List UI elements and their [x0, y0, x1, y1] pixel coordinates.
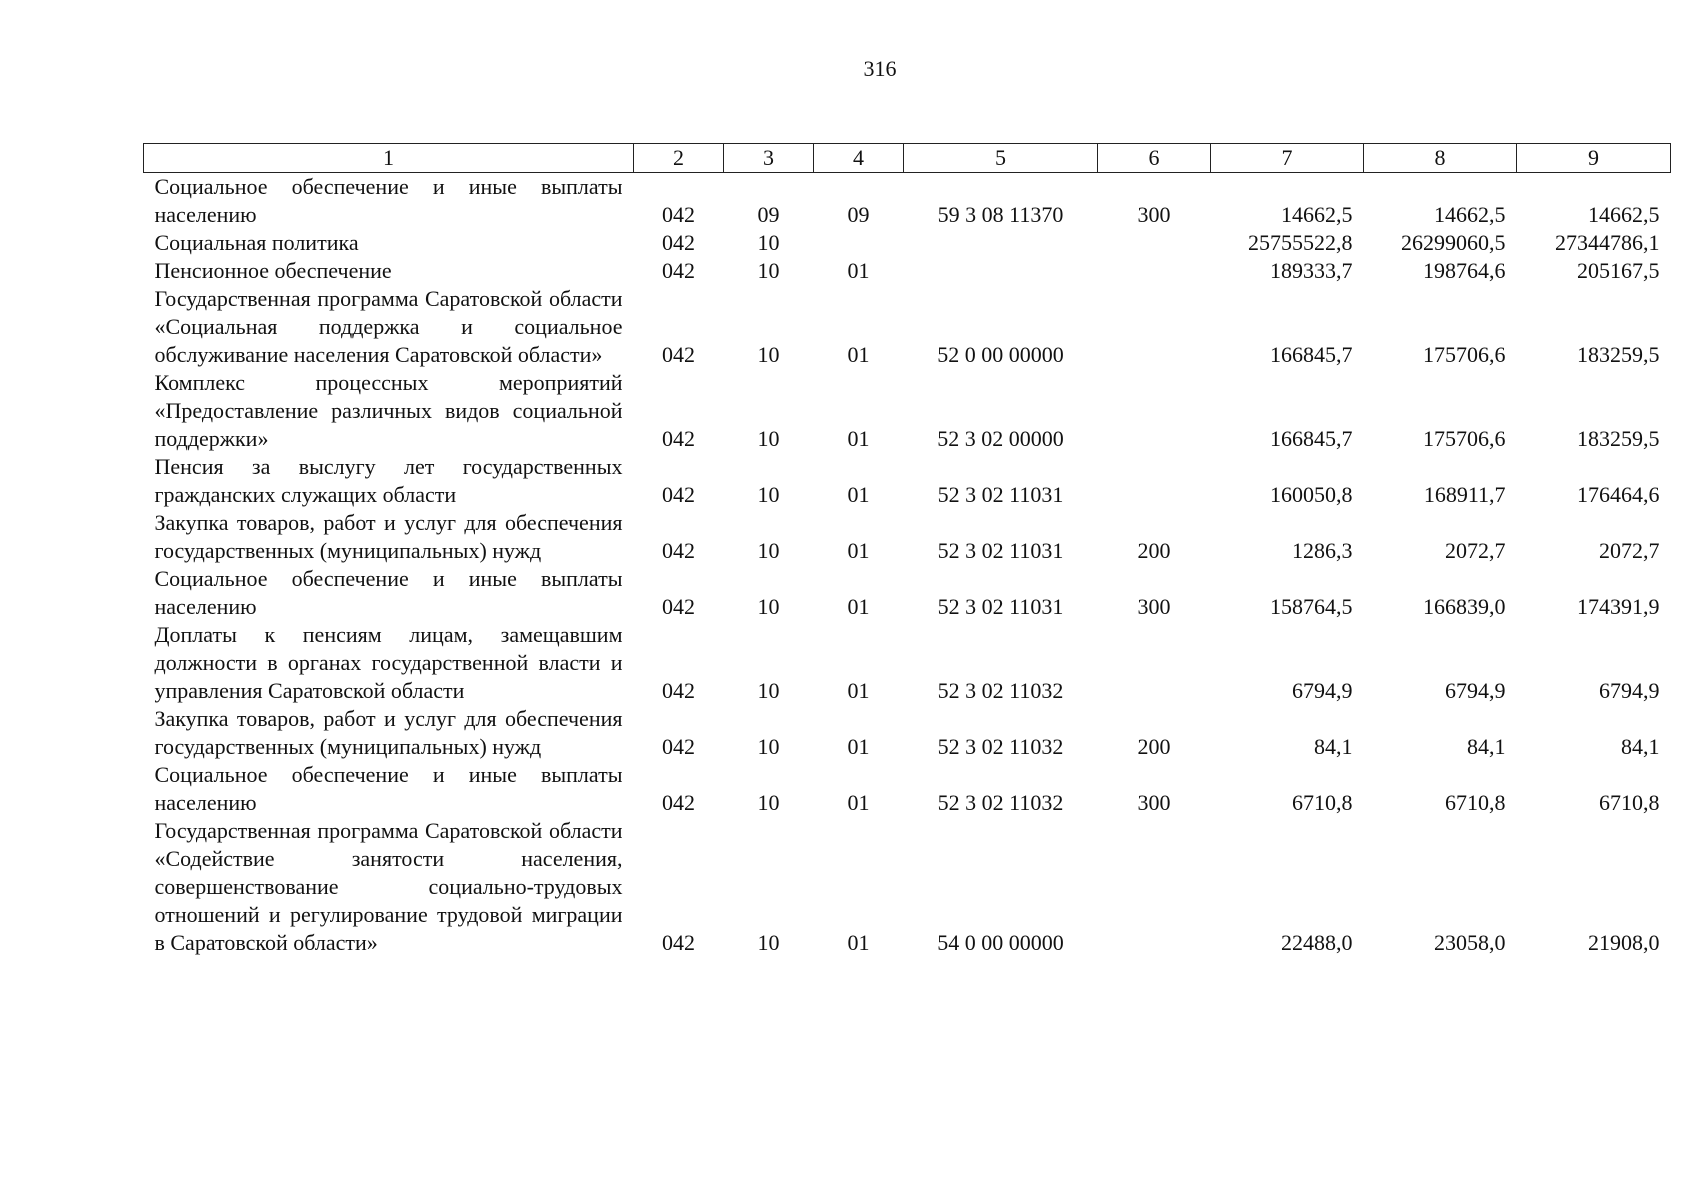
- row-amount-cell: 205167,5: [1577, 258, 1660, 283]
- table-row: [144, 817, 1671, 957]
- row-amount-cell: 166845,7: [1270, 342, 1353, 367]
- row-code-cell: 10: [757, 482, 780, 507]
- row-code-cell: 042: [662, 594, 695, 619]
- row-amount-cell: 176464,6: [1577, 482, 1660, 507]
- row-code-cell: 10: [757, 230, 780, 255]
- row-code-cell: 042: [662, 342, 695, 367]
- table-row: [144, 173, 1671, 230]
- row-code-cell: 52 0 00 00000: [937, 342, 1064, 367]
- row-code-cell: 042: [662, 790, 695, 815]
- table-row: [144, 761, 1671, 817]
- row-code-cell: 10: [757, 678, 780, 703]
- row-code-cell: 01: [847, 538, 870, 563]
- row-amount-cell: 6710,8: [1445, 790, 1506, 815]
- row-code-cell: 01: [847, 790, 870, 815]
- row-code-cell: 042: [662, 678, 695, 703]
- row-amount-cell: 84,1: [1314, 734, 1353, 759]
- row-code-cell: [904, 257, 1098, 285]
- row-code-cell: 01: [847, 930, 870, 955]
- row-code-cell: 52 3 02 11032: [937, 790, 1064, 815]
- row-code-cell: 10: [757, 342, 780, 367]
- row-code-cell: 10: [757, 594, 780, 619]
- row-amount-cell: 160050,8: [1270, 482, 1353, 507]
- table-row: [144, 509, 1671, 565]
- row-code-cell: 042: [662, 202, 695, 227]
- row-code-cell: [904, 229, 1098, 257]
- row-code-cell: [1098, 817, 1211, 957]
- row-code-cell: 042: [662, 426, 695, 451]
- row-code-cell: [1098, 257, 1211, 285]
- row-code-cell: 52 3 02 11031: [937, 538, 1064, 563]
- row-code-cell: 10: [757, 930, 780, 955]
- row-amount-cell: 23058,0: [1434, 930, 1506, 955]
- row-amount-cell: 2072,7: [1445, 538, 1506, 563]
- row-amount-cell: 189333,7: [1270, 258, 1353, 283]
- row-code-cell: 52 3 02 11032: [937, 734, 1064, 759]
- row-name-cell: Пенсия за выслугу лет государственных гражданских служащих области: [154, 454, 623, 507]
- row-code-cell: 01: [847, 594, 870, 619]
- row-amount-cell: 22488,0: [1281, 930, 1353, 955]
- table-header-row: [144, 144, 1671, 173]
- column-header: 4: [814, 144, 904, 173]
- row-name-cell: Социальная политика: [154, 230, 359, 255]
- row-amount-cell: 84,1: [1621, 734, 1660, 759]
- row-amount-cell: 166845,7: [1270, 426, 1353, 451]
- row-code-cell: 042: [662, 734, 695, 759]
- row-code-cell: 200: [1137, 538, 1171, 563]
- page-number: 316: [863, 56, 897, 81]
- row-code-cell: 10: [757, 538, 780, 563]
- row-amount-cell: 14662,5: [1588, 202, 1660, 227]
- row-code-cell: 01: [847, 342, 870, 367]
- row-code-cell: 042: [662, 538, 695, 563]
- row-name-cell: Комплекс процессных мероприятий «Предоставление различных видов социальной поддержки»: [154, 370, 623, 451]
- budget-table: [143, 143, 1671, 957]
- row-name-cell: Социальное обеспечение и иные выплаты населению: [154, 174, 623, 227]
- table-row: [144, 257, 1671, 285]
- row-amount-cell: 198764,6: [1423, 258, 1506, 283]
- row-amount-cell: 26299060,5: [1401, 230, 1506, 255]
- row-amount-cell: 1286,3: [1292, 538, 1353, 563]
- row-name-cell: Доплаты к пенсиям лицам, замещавшим должности в органах государственной власти и управления Саратовской области: [154, 622, 623, 703]
- row-code-cell: [1098, 453, 1211, 509]
- row-amount-cell: 183259,5: [1577, 426, 1660, 451]
- row-code-cell: 01: [847, 258, 870, 283]
- row-code-cell: 52 3 02 11031: [937, 594, 1064, 619]
- row-code-cell: 01: [847, 734, 870, 759]
- row-amount-cell: 84,1: [1467, 734, 1506, 759]
- row-amount-cell: 27344786,1: [1555, 230, 1660, 255]
- row-name-cell: Социальное обеспечение и иные выплаты населению: [154, 762, 623, 815]
- row-amount-cell: 25755522,8: [1248, 230, 1353, 255]
- table-row: [144, 369, 1671, 453]
- row-amount-cell: 6794,9: [1445, 678, 1506, 703]
- row-code-cell: 59 3 08 11370: [937, 202, 1064, 227]
- row-code-cell: 042: [662, 230, 695, 255]
- row-name-cell: Социальное обеспечение и иные выплаты населению: [154, 566, 623, 619]
- column-header: 5: [904, 144, 1098, 173]
- table-row: [144, 705, 1671, 761]
- row-amount-cell: 14662,5: [1281, 202, 1353, 227]
- table-row: [144, 621, 1671, 705]
- row-code-cell: 10: [757, 734, 780, 759]
- row-code-cell: 01: [847, 482, 870, 507]
- row-code-cell: 54 0 00 00000: [937, 930, 1064, 955]
- row-code-cell: 10: [757, 426, 780, 451]
- column-header: 6: [1098, 144, 1211, 173]
- column-header: 8: [1364, 144, 1517, 173]
- row-code-cell: 300: [1137, 790, 1171, 815]
- column-header: 9: [1517, 144, 1671, 173]
- row-code-cell: 01: [847, 426, 870, 451]
- row-name-cell: Закупка товаров, работ и услуг для обеспечения государственных (муниципальных) нужд: [154, 706, 623, 759]
- row-amount-cell: 6710,8: [1599, 790, 1660, 815]
- row-code-cell: 09: [757, 202, 780, 227]
- row-amount-cell: 6710,8: [1292, 790, 1353, 815]
- column-header: 2: [634, 144, 724, 173]
- row-code-cell: [814, 229, 904, 257]
- table-row: [144, 229, 1671, 257]
- row-code-cell: [1098, 621, 1211, 705]
- table-row: [144, 285, 1671, 369]
- table-row: [144, 565, 1671, 621]
- row-code-cell: 042: [662, 930, 695, 955]
- row-amount-cell: 14662,5: [1434, 202, 1506, 227]
- row-code-cell: 52 3 02 00000: [937, 426, 1064, 451]
- table-body: [144, 173, 1671, 958]
- row-code-cell: 10: [757, 258, 780, 283]
- row-name-cell: Пенсионное обеспечение: [154, 258, 392, 283]
- row-code-cell: 52 3 02 11032: [937, 678, 1064, 703]
- row-amount-cell: 21908,0: [1588, 930, 1660, 955]
- row-code-cell: [1098, 285, 1211, 369]
- row-code-cell: [1098, 369, 1211, 453]
- row-name-cell: Государственная программа Саратовской области «Социальная поддержка и социальное обслуживание населения Саратовской области»: [154, 286, 623, 367]
- row-code-cell: 042: [662, 482, 695, 507]
- row-amount-cell: 174391,9: [1577, 594, 1660, 619]
- row-code-cell: [1098, 229, 1211, 257]
- row-amount-cell: 6794,9: [1292, 678, 1353, 703]
- column-header: 7: [1211, 144, 1364, 173]
- row-amount-cell: 6794,9: [1599, 678, 1660, 703]
- row-code-cell: 300: [1137, 594, 1171, 619]
- row-code-cell: 042: [662, 258, 695, 283]
- row-code-cell: 300: [1137, 202, 1171, 227]
- row-amount-cell: 183259,5: [1577, 342, 1660, 367]
- row-code-cell: 10: [757, 790, 780, 815]
- row-name-cell: Закупка товаров, работ и услуг для обеспечения государственных (муниципальных) нужд: [154, 510, 623, 563]
- row-code-cell: 01: [847, 678, 870, 703]
- column-header: 1: [144, 144, 634, 173]
- row-amount-cell: 166839,0: [1423, 594, 1506, 619]
- row-amount-cell: 175706,6: [1423, 426, 1506, 451]
- row-code-cell: 52 3 02 11031: [937, 482, 1064, 507]
- row-amount-cell: 168911,7: [1423, 482, 1506, 507]
- row-amount-cell: 2072,7: [1599, 538, 1660, 563]
- row-code-cell: 09: [847, 202, 870, 227]
- row-amount-cell: 175706,6: [1423, 342, 1506, 367]
- column-header: 3: [724, 144, 814, 173]
- row-code-cell: 200: [1137, 734, 1171, 759]
- row-name-cell: Государственная программа Саратовской области «Содействие занятости населения, совершенствование социально-трудовых отношений и регулирование трудовой миграции в Саратовской области»: [154, 818, 623, 955]
- table-row: [144, 453, 1671, 509]
- row-amount-cell: 158764,5: [1270, 594, 1353, 619]
